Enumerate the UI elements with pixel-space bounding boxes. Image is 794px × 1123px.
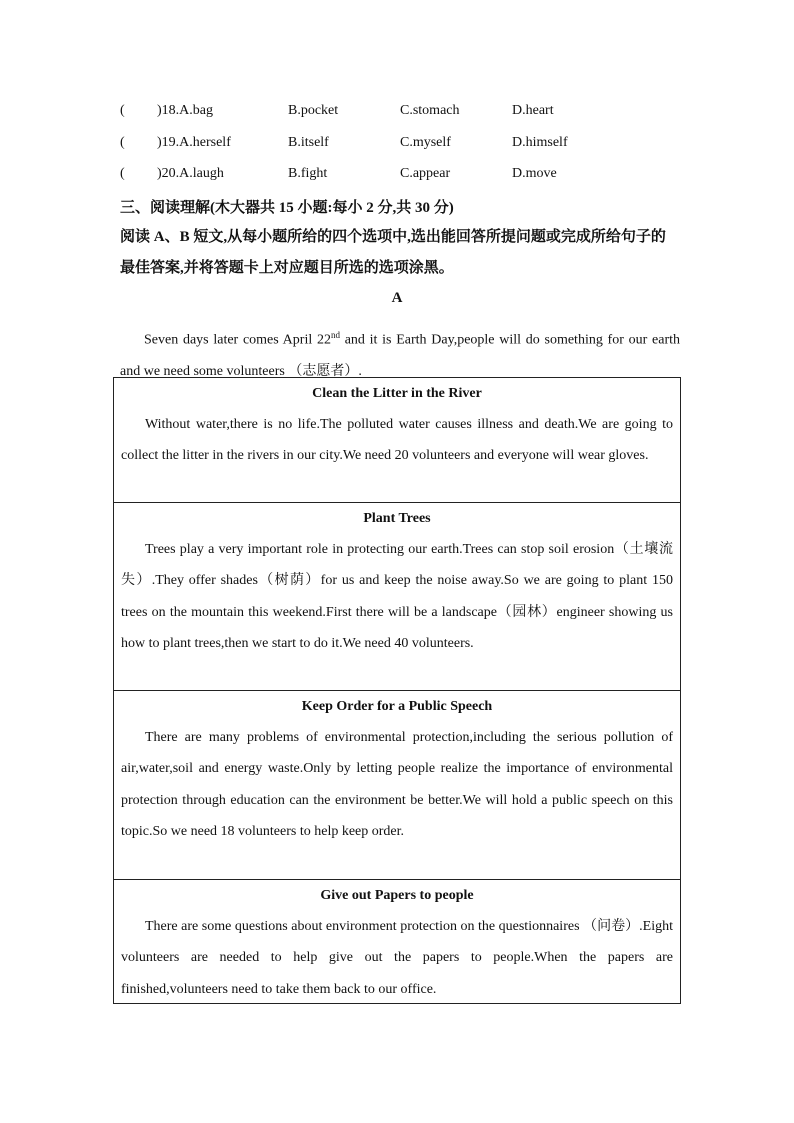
notice-plant-trees bbox=[114, 503, 680, 691]
option-a: )18.A.bag bbox=[157, 103, 213, 118]
passage-label: A bbox=[391, 290, 403, 306]
instruction-text: 阅读 A、B 短文,从每小题所给的四个选项中,选出能回答所提问题或完成所给句子的最佳答案,并将答题卡上对应题目所选的选项涂黑。 bbox=[120, 229, 666, 276]
option-c: C.stomach bbox=[400, 103, 460, 118]
option-c: C.myself bbox=[400, 135, 451, 150]
answer-blank[interactable]: ( bbox=[120, 166, 125, 181]
notice-title: Keep Order for a Public Speech bbox=[301, 699, 493, 714]
notice-clean-river bbox=[114, 378, 680, 503]
notice-title: Plant Trees bbox=[363, 511, 431, 526]
notice-body: Trees play a very important role in protecting our earth.Trees can stop soil erosion（土壤流失）.They offer shades（树荫）for us and keep the noise away.So we are going to plant 150 trees on the mountain this weekend.First there will be a landscape（园林）engineer showing us how to plant trees,then we start to do it.We need 40 volunteers. bbox=[121, 542, 673, 651]
notice-public-speech bbox=[114, 691, 680, 880]
option-a: )20.A.laugh bbox=[157, 166, 224, 181]
notice-body: There are some questions about environment protection on the questionnaires （问卷）.Eight volunteers are needed to help give out the papers to people.When the papers are finished,volunteers need to take them back to our office. bbox=[121, 919, 673, 997]
notice-table bbox=[113, 377, 681, 1004]
option-c: C.appear bbox=[400, 166, 451, 181]
notice-give-out-papers bbox=[114, 880, 680, 1003]
option-d: D.heart bbox=[512, 103, 554, 118]
notice-body: Without water,there is no life.The polluted water causes illness and death.We are going to collect the litter in the rivers in our city.We need 20 volunteers and everyone will wear gloves. bbox=[121, 417, 673, 464]
notice-title: Give out Papers to people bbox=[320, 888, 474, 903]
answer-blank[interactable]: ( bbox=[120, 103, 125, 118]
answer-blank[interactable]: ( bbox=[120, 135, 125, 150]
section-heading: 三、阅读理解(木大器共 15 小题:每小 2 分,共 30 分) bbox=[120, 200, 454, 216]
option-a: )19.A.herself bbox=[157, 135, 231, 150]
option-d: D.move bbox=[512, 166, 557, 181]
notice-title: Clean the Litter in the River bbox=[312, 386, 482, 401]
option-b: B.itself bbox=[288, 135, 329, 150]
option-b: B.pocket bbox=[288, 103, 339, 118]
option-d: D.himself bbox=[512, 135, 568, 150]
intro-text-before: Seven days later comes April 22 bbox=[144, 332, 331, 348]
notice-body: There are many problems of environmental protection,including the serious pollution of air,water,soil and energy waste.Only by letting people realize the importance of environmental protection through education can the environment be better.We will hold a public speech on this topic.So we need 18 volunteers to help keep order. bbox=[121, 730, 673, 839]
date-suffix: nd bbox=[330, 330, 340, 340]
option-b: B.fight bbox=[288, 166, 328, 181]
intro-text-after: and it is Earth Day,people will do something for our earth and we need some volunteers （志愿者）. bbox=[120, 332, 680, 379]
